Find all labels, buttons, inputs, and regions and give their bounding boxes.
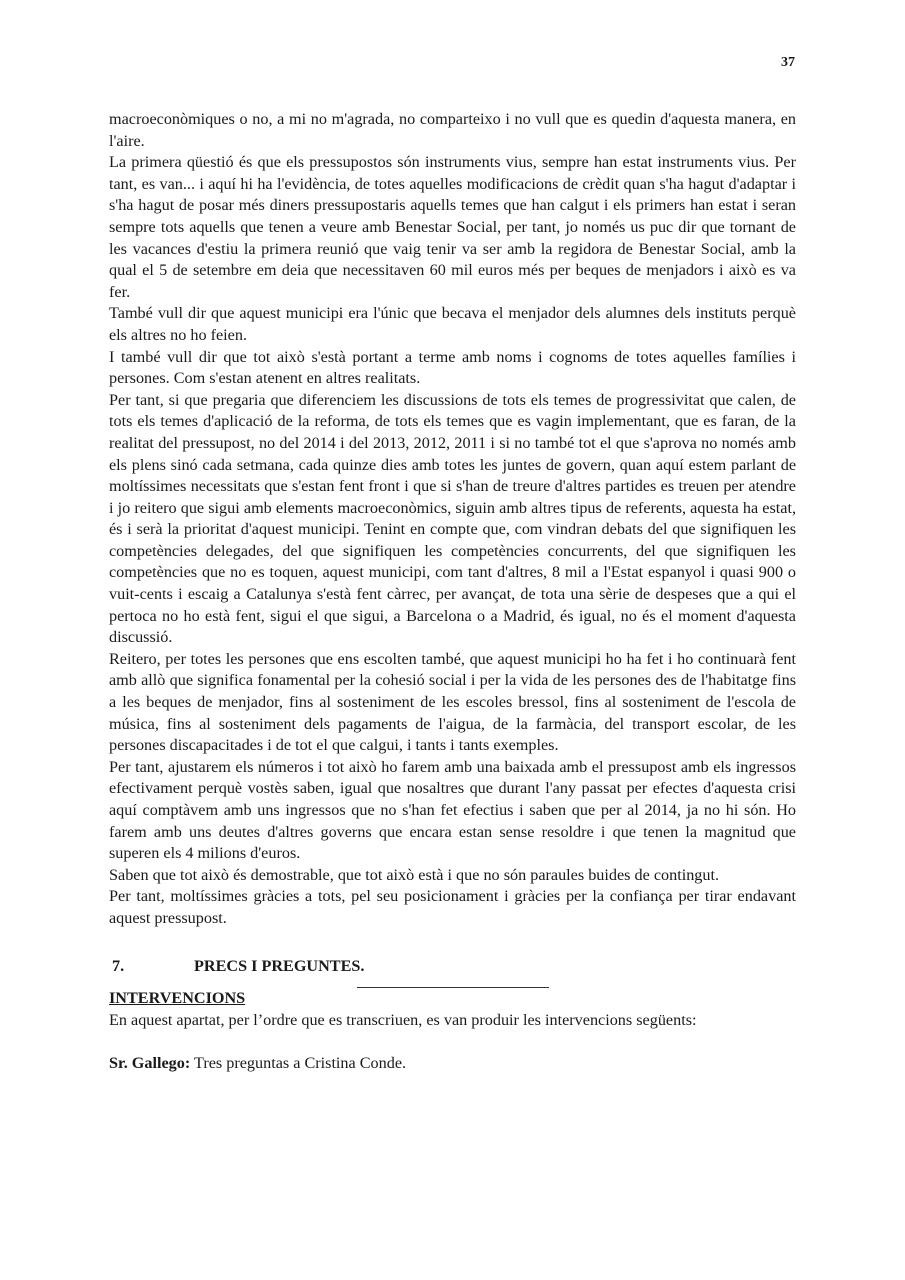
section-number: 7. (112, 956, 125, 975)
paragraph: Per tant, ajustarem els números i tot això ho farem amb una baixada amb el pressupost amb els ingressos efectivament perquè vostès saben, igual que nosaltres que durant l'any passat per efectes d'aquesta crisi aquí comptàvem amb uns ingressos que no s'han fet efectius i saben que per al 2014, ja no hi són. Ho farem amb uns deutes d'altres governs que encara estan sense resoldre i que tenen la magnitud que superen els 4 milions d'euros. (109, 757, 796, 863)
paragraph: Reitero, per totes les persones que ens escolten també, que aquest municipi ho ha fet i ho continuarà fent amb allò que significa fonamental per la cohesió social i per la vida de les persones des de l'habitatge fins a les beques de menjador, fins al sosteniment de les escoles bressol, fins al sosteniment de l'escola de música, fins al sosteniment dels pagaments de l'aigua, de la farmàcia, del transport escolar, de les persones discapacitades i de tot el que calgui, i tants i tants exemples. (109, 649, 796, 755)
paragraph: Per tant, moltíssimes gràcies a tots, pel seu posicionament i gràcies per la confiança per tirar endavant aquest pressupost. (109, 887, 796, 927)
speaker-speech: Tres preguntas a Cristina Conde. (190, 1053, 407, 1072)
paragraph: macroeconòmiques o no, a mi no m'agrada, no comparteixo i no vull que es quedin d'aquesta manera, en l'aire. (109, 110, 796, 150)
document-body (109, 109, 796, 1075)
section-title: PRECS I PREGUNTES. (194, 956, 365, 975)
page-number: 37 (781, 55, 795, 70)
paragraph: La primera qüestió és que els pressupostos són instruments vius, sempre han estat instruments vius. Per tant, es van... i aquí hi ha l'evidència, de totes aquelles modificacions de crèdit quan s'ha hagut d'adaptar i s'ha hagut de posar més diners pressupostaris aquells temes que han calgut i els primers han estat i seran sempre tots aquells que tenen a veure amb Benestar Social, per tant, jo només us puc dir que tornant de les vacances d'estiu la primera reunió que vaig tenir va ser amb la regidora de Benestar Social, amb la qual el 5 de setembre em deia que necessitaven 60 mil euros més per beques de menjadors i això es va fer. (109, 153, 796, 301)
interventions-title: INTERVENCIONS (109, 989, 246, 1008)
paragraph: També vull dir que aquest municipi era l'únic que becava el menjador dels alumnes dels instituts perquè els altres no ho feien. (109, 304, 796, 344)
section-heading (109, 956, 796, 978)
interventions-intro: En aquest apartat, per l’ordre que es transcriuen, es van produir les intervencions següents: (109, 1010, 697, 1029)
paragraph: I també vull dir que tot això s'està portant a terme amb noms i cognoms de totes aquelles famílies i persones. Com s'estan atenent en altres realitats. (109, 347, 796, 388)
paragraph: Per tant, si que pregaria que diferenciem les discussions de tots els temes de progressivitat que calen, de tots els temes d'aplicació de la reforma, de tots els temes que es vagin implementant, que es faran, de la realitat del pressupost, no del 2014 i del 2013, 2012, 2011 i si no també tot el que s'aprova no només amb els plens sinó cada setmana, cada quinze dies amb totes les juntes de govern, quan aquí estem parlant de moltíssimes necessitats que s'estan fent front i que si s'han de treure d'altres partides es treuen per atendre i jo reitero que sigui amb elements macroeconòmics, siguin amb altres tipus de referents, aquesta ha estat, és i serà la prioritat d'aquest municipi. Tenint en compte que, com vindran debats del que signifiquen les competències delegades, del que signifiquen les competències concurrents, del que signifiquen les competències que no es toquen, aquest municipi, com tant d'altres, 8 mil a l'Estat espanyol i quasi 900 o vuit-cents i escaig a Catalunya s'està fent càrrec, per avançat, de tota una sèrie de despeses que a qui el pertoca no ho està fent, sigui el que sigui, a Barcelona o a Madrid, és igual, no és el moment d'aquesta discussió. (109, 390, 796, 647)
speaker-name: Sr. Gallego: (109, 1053, 191, 1072)
separator-line (357, 977, 549, 988)
speaker-line (109, 1053, 796, 1075)
paragraph: Saben que tot això és demostrable, que tot això està i que no són paraules buides de contingut. (109, 865, 720, 884)
